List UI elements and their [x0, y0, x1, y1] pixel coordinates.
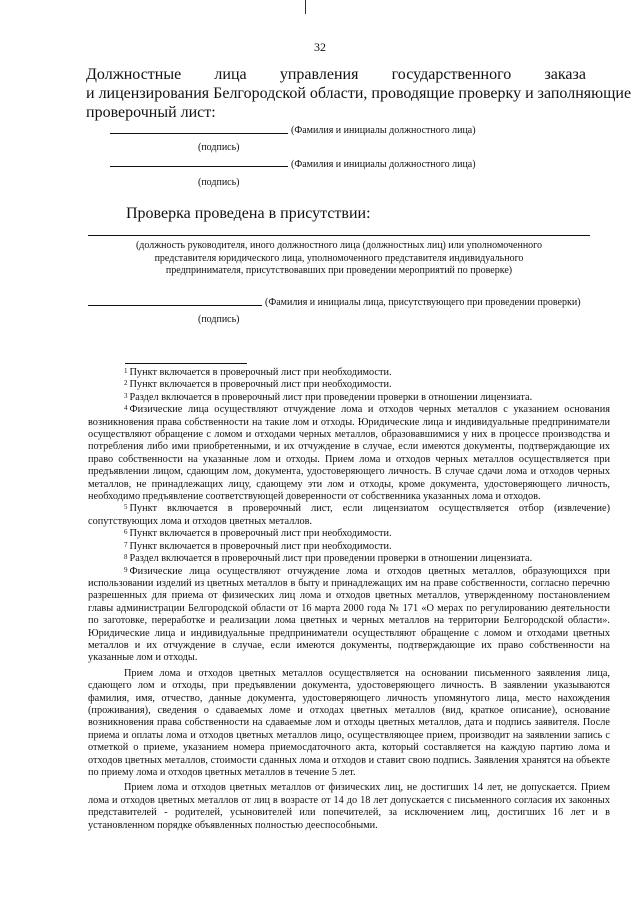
footnote-text: Пункт включается в проверочный лист, если лицензиатом осуществляется отбор (извлечение) сопутствующих лома и отходов цветных металлов.	[88, 503, 610, 527]
body-paragraph: Прием лома и отходов цветных металлов от физических лиц, не достигших 14 лет, не допускается. Прием лома и отходов цветных металлов от лиц в возрасте от 14 до 18 лет допускается с письменного согласия их законных представителей - родителей, усыновителей или попечителей, за исключением лиц, достигших 16 лет и в установленном порядке объявленных полностью дееспособными.	[88, 782, 610, 831]
footnote-number: 1	[124, 367, 128, 375]
footnote-separator	[125, 363, 247, 364]
header-line-1	[86, 66, 586, 83]
footnote	[88, 553, 610, 565]
official-name-label: (Фамилия и инициалы должностного лица)	[291, 159, 476, 170]
footnote-number: 8	[124, 553, 128, 562]
header-word: Должностные	[86, 66, 182, 83]
signature-label: (подпись)	[198, 142, 240, 153]
representative-caption: (должность руководителя, иного должностного лица (должностных лиц) или уполномоченного	[135, 240, 543, 251]
footnote	[88, 379, 610, 391]
footnote	[88, 404, 610, 503]
footnote	[88, 392, 610, 404]
footnote-text: Пункт включается в проверочный лист при необходимости.	[129, 540, 392, 552]
footnote-text: Раздел включается в проверочный лист при проведении проверки в отношении лицензиата.	[129, 553, 533, 565]
page-edge-mark	[305, 0, 306, 14]
signature-line	[110, 133, 288, 134]
footnote	[88, 503, 610, 528]
footnote-text: Пункт включается в проверочный лист при необходимости.	[129, 528, 392, 540]
body-paragraph: Прием лома и отходов цветных металлов осуществляется на основании письменного заявления лица, сдающего лом и отходы, при предъявлении документа, удостоверяющего личность. В заявлении указываются фамилия, имя, отчество, данные документа, удостоверяющего личность упомянутого лица, место нахождения (проживания), сведения о сдаваемых ломе и отходах цветных металлов (вид, краткое описание), основание возникновения права собственности на сдаваемые лом и отходы цветных металлов, дата и подпись заявителя. После приема и оплаты лома и отходов цветных металлов лицо, осуществляющее прием, производит на заявлении запись с отметкой о приеме, указанием номера приемосдаточного акта, который составляется на каждую партию лома и отходов цветных металлов, стоимости сданных лома и отходов и ставит свою подпись. Заявления хранятся на объекте по приему лома и отходов цветных металлов в течение 5 лет.	[88, 667, 610, 778]
header-word: государственного	[391, 66, 512, 83]
signature-label: (подпись)	[198, 314, 240, 325]
footnote	[88, 528, 610, 540]
header-line-2: и лицензирования Белгородской области, проводящие проверку и заполняющие	[86, 85, 632, 102]
page-number: 32	[314, 40, 326, 54]
header-word: управления	[279, 66, 359, 83]
footnote-number: 6	[124, 528, 128, 537]
footnote-number: 4	[124, 404, 128, 413]
footnote	[88, 566, 610, 665]
footnote-text: Пункт включается в проверочный лист при необходимости.	[129, 367, 392, 378]
present-person-name-label: (Фамилия и инициалы лица, присутствующего при проведении проверки)	[265, 297, 581, 308]
footnote-number: 7	[124, 540, 128, 549]
footnote	[88, 541, 610, 553]
footnote-number: 2	[124, 379, 128, 388]
representative-line	[88, 235, 590, 236]
footnotes-block	[88, 367, 610, 832]
presence-heading: Проверка проведена в присутствии:	[126, 205, 371, 222]
header-word: заказа	[544, 66, 586, 83]
footnote-text: Физические лица осуществляют отчуждение лома и отходов цветных металлов, образующихся при использовании изделий из цветных металлов в быту и принадлежащих им на праве собственности, согласно перечню разрешенных для приема от физических лиц лома и отходов цветных металлов, утвержденному постановлением главы администрации Белгородской области от 16 марта 2000 года № 171 «О мерах по регулированию деятельности по заготовке, переработке и реализации лома цветных и черных металлов на территории Белгородской области». Юридические лица и индивидуальные предприниматели осуществляют обращение с ломом и отходами цветных металлов и их отчуждение в случае, если имеются документы, подтверждающие их право собственности на указанные лом и отходы.	[88, 565, 610, 664]
official-name-label: (Фамилия и инициалы должностного лица)	[291, 125, 476, 136]
signature-line	[88, 305, 262, 306]
footnote-number: 5	[124, 503, 128, 512]
representative-caption: представителя юридического лица, уполномоченного представителя индивидуального	[154, 253, 524, 264]
representative-caption: предпринимателя, присутствовавших при проведении мероприятий по проверке)	[165, 265, 513, 276]
signature-label: (подпись)	[198, 177, 240, 188]
header-word: лица	[214, 66, 247, 83]
footnote-text: Раздел включается в проверочный лист при проведении проверки в отношении лицензиата.	[129, 391, 533, 403]
signature-line	[110, 166, 288, 167]
footnote-number: 9	[124, 565, 128, 574]
footnote-text: Физические лица осуществляют отчуждение лома и отходов черных металлов с указанием основания возникновения права собственности на такие лом и отходы. Юридические лица и индивидуальные предприниматели осуществляют обращение с ломом и отходами черных металлов, образовавшимися у них в процессе производства и потребления либо ими приобретенными, и их отчуждение в случае, если имеются документы, подтверждающие их право собственности на указанные лом и отходы. Прием лома и отходов черных металлов осуществляется при предъявлении лицом, сдающим лом, документа, удостоверяющего личность. В случае сдачи лома и отходов черных металлов, не принадлежащих лицу, сдающему эти лом и отходы, кроме документа, удостоверяющего личность, необходимо предъявление соответствующей доверенности от собственника указанных лома и отходов.	[88, 404, 610, 503]
footnote-text: Пункт включается в проверочный лист при необходимости.	[129, 379, 392, 391]
header-line-3: проверочный лист:	[86, 104, 216, 121]
footnote	[88, 367, 610, 379]
footnote-number: 3	[124, 391, 128, 400]
